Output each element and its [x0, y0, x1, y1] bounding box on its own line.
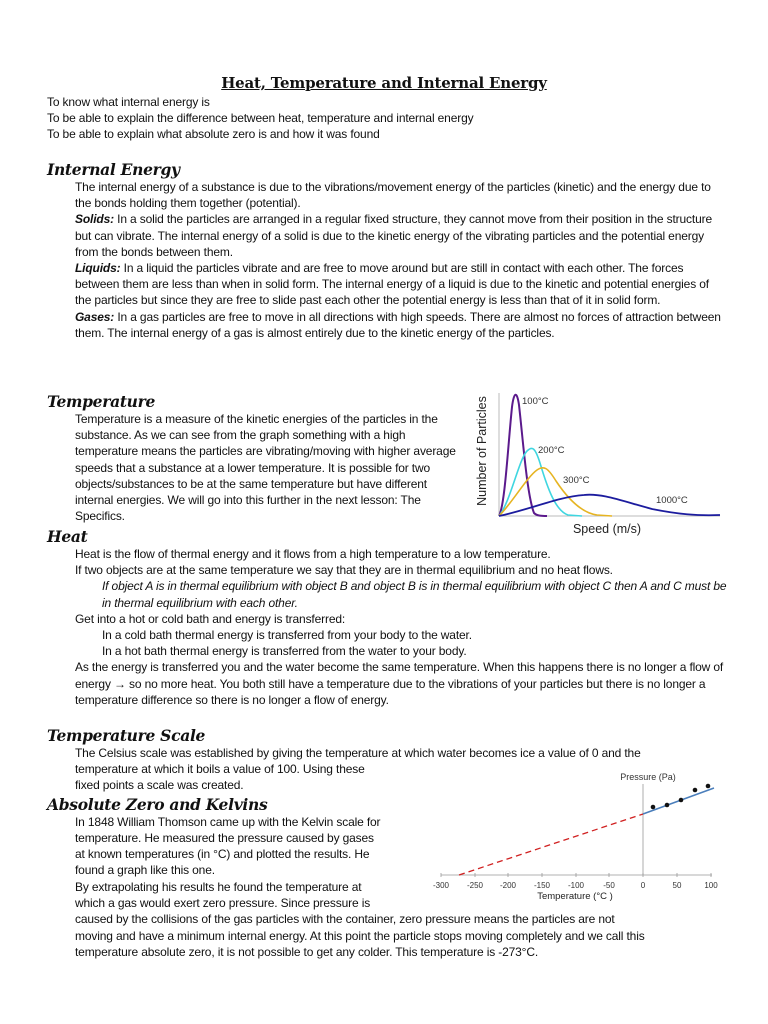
pressure-temperature-chart: [425, 768, 725, 903]
heading-heat: Heat: [47, 527, 88, 546]
zeroth-law-text: If object A is in thermal equilibrium with object B and object B is in thermal equilibrium with object C then A and C must be in thermal equilibrium with each other.: [102, 579, 727, 610]
svg-text:-50: -50: [603, 881, 615, 890]
heat-conclusion: As the energy is transferred you and the water become the same temperature. When this happens there is no longer a flow of energy → so no more heat. You both still have a temperature due to the vibrations of your particles but there is no longer a temperature difference so there is no longer a flow of energy.: [75, 660, 724, 707]
absolute-zero-line-7: caused by the collisions of the gas particles with the container, zero pressure means the particles are not: [75, 912, 615, 926]
objective-2: To be able to explain the difference between heat, temperature and internal energy: [47, 111, 474, 125]
x-tick-labels: [433, 881, 718, 890]
svg-text:100: 100: [704, 881, 718, 890]
heat-line-1: Heat is the flow of thermal energy and it flows from a high temperature to a low temperature.: [75, 547, 551, 561]
absolute-zero-line-5: By extrapolating his results he found the temperature at: [75, 880, 362, 894]
heading-internal-energy: Internal Energy: [47, 160, 180, 179]
liquids-label: Liquids:: [75, 261, 121, 276]
heading-absolute-zero: Absolute Zero and Kelvins: [47, 795, 268, 814]
temperature-axis-label: Temperature (°C ): [537, 891, 613, 902]
gases-label: Gases:: [75, 309, 115, 324]
temperature-scale-line-3: fixed points a scale was created.: [75, 778, 244, 792]
best-fit-line: [643, 788, 714, 814]
hot-bath-text: In a hot bath thermal energy is transferred from the water to your body.: [102, 644, 467, 659]
internal-energy-section: [75, 179, 725, 341]
label-300c: 300°C: [563, 475, 590, 486]
solids-paragraph: [75, 211, 725, 260]
page-title: Heat, Temperature and Internal Energy: [221, 74, 547, 92]
y-axis-label: Number of Particles: [475, 396, 489, 506]
absolute-zero-line-2: temperature. He measured the pressure caused by gases: [75, 831, 374, 845]
heat-line-2: If two objects are at the same temperature we say that they are in thermal equilibrium and no heat flows.: [75, 563, 613, 578]
liquids-text: In a liquid the particles vibrate and are free to move around but are still in contact with each other. The forces between them are less than when in solid form. The internal energy of a liquid is due to the kinetic and potential energies of the particles but since they are free to slide past each other the potential energy is less than that of it in solid form.: [75, 261, 709, 308]
gases-text: In a gas particles are free to move in all directions with high speeds. There are almost no forces of attraction between them. The internal energy of a gas is almost entirely due to the kinetic energy of the particles.: [75, 309, 721, 340]
x-axis-label: Speed (m/s): [572, 522, 642, 536]
svg-text:-150: -150: [533, 881, 551, 890]
absolute-zero-line-6: which a gas would exert zero pressure. Since pressure is: [75, 896, 371, 910]
internal-energy-intro: The internal energy of a substance is due to the vibrations/movement energy of the particles (kinetic) and the energy due to the bonds holding them together (potential).: [75, 180, 711, 211]
solids-label: Solids:: [75, 212, 114, 227]
temperature-scale-line-1: The Celsius scale was established by giving the temperature at which water becomes ice a value of 0 and the: [75, 746, 641, 760]
solids-text: In a solid the particles are arranged in a regular fixed structure, they cannot move from their position in the structure but can vibrate. The internal energy of a solid is due to the kinetic energy of the vibrating particles and the potential energy from the bonds between them.: [75, 212, 712, 259]
bath-intro: Get into a hot or cold bath and energy is transferred:: [75, 611, 346, 626]
svg-text:-100: -100: [567, 881, 585, 890]
label-1000c: 1000°C: [656, 495, 688, 506]
speed-distribution-chart: [472, 385, 728, 540]
objective-1: To know what internal energy is: [47, 95, 210, 109]
temperature-scale-line-2: temperature at which it boils a value of 100. Using these: [75, 762, 365, 776]
absolute-zero-line-1: In 1848 William Thomson came up with the Kelvin scale for: [75, 815, 381, 829]
cold-bath-text: In a cold bath thermal energy is transferred from your body to the water.: [102, 628, 472, 643]
heading-temperature: Temperature: [47, 392, 156, 411]
absolute-zero-line-9: temperature absolute zero, it is not possible to get any colder. This temperature is -273°C.: [75, 945, 539, 959]
svg-text:0: 0: [640, 881, 646, 890]
liquids-paragraph: [75, 260, 725, 309]
temperature-text: Temperature is a measure of the kinetic energies of the particles in the substance. As we can see from the graph something with a high temperature means the particles are vibrating/moving with higher average speeds that a substance at a lower temperature. It is possible for two objects/substances to be at the same temperature but have different internal energies. We will go into this further in the next lesson: The Specifics.: [75, 412, 456, 524]
svg-text:-300: -300: [432, 881, 450, 890]
absolute-zero-line-3: at known temperatures (in °C) and plotted the results. He: [75, 847, 370, 861]
absolute-zero-line-8: moving and have a minimum internal energy. At this point the particle stops moving completely and we call this: [75, 929, 645, 943]
extrapolation-line: [459, 814, 643, 875]
svg-text:-200: -200: [499, 881, 517, 890]
heat-section: [75, 546, 735, 708]
label-100c: 100°C: [522, 396, 549, 407]
data-points: [651, 784, 711, 810]
absolute-zero-line-4: found a graph like this one.: [75, 863, 215, 877]
pressure-axis-label: Pressure (Pa): [620, 772, 676, 782]
label-200c: 200°C: [538, 445, 565, 456]
gases-paragraph: [75, 309, 725, 341]
heading-temperature-scale: Temperature Scale: [47, 726, 206, 745]
svg-text:50: 50: [672, 881, 682, 890]
objective-3: To be able to explain what absolute zero is and how it was found: [47, 127, 380, 141]
svg-text:-250: -250: [466, 881, 484, 890]
